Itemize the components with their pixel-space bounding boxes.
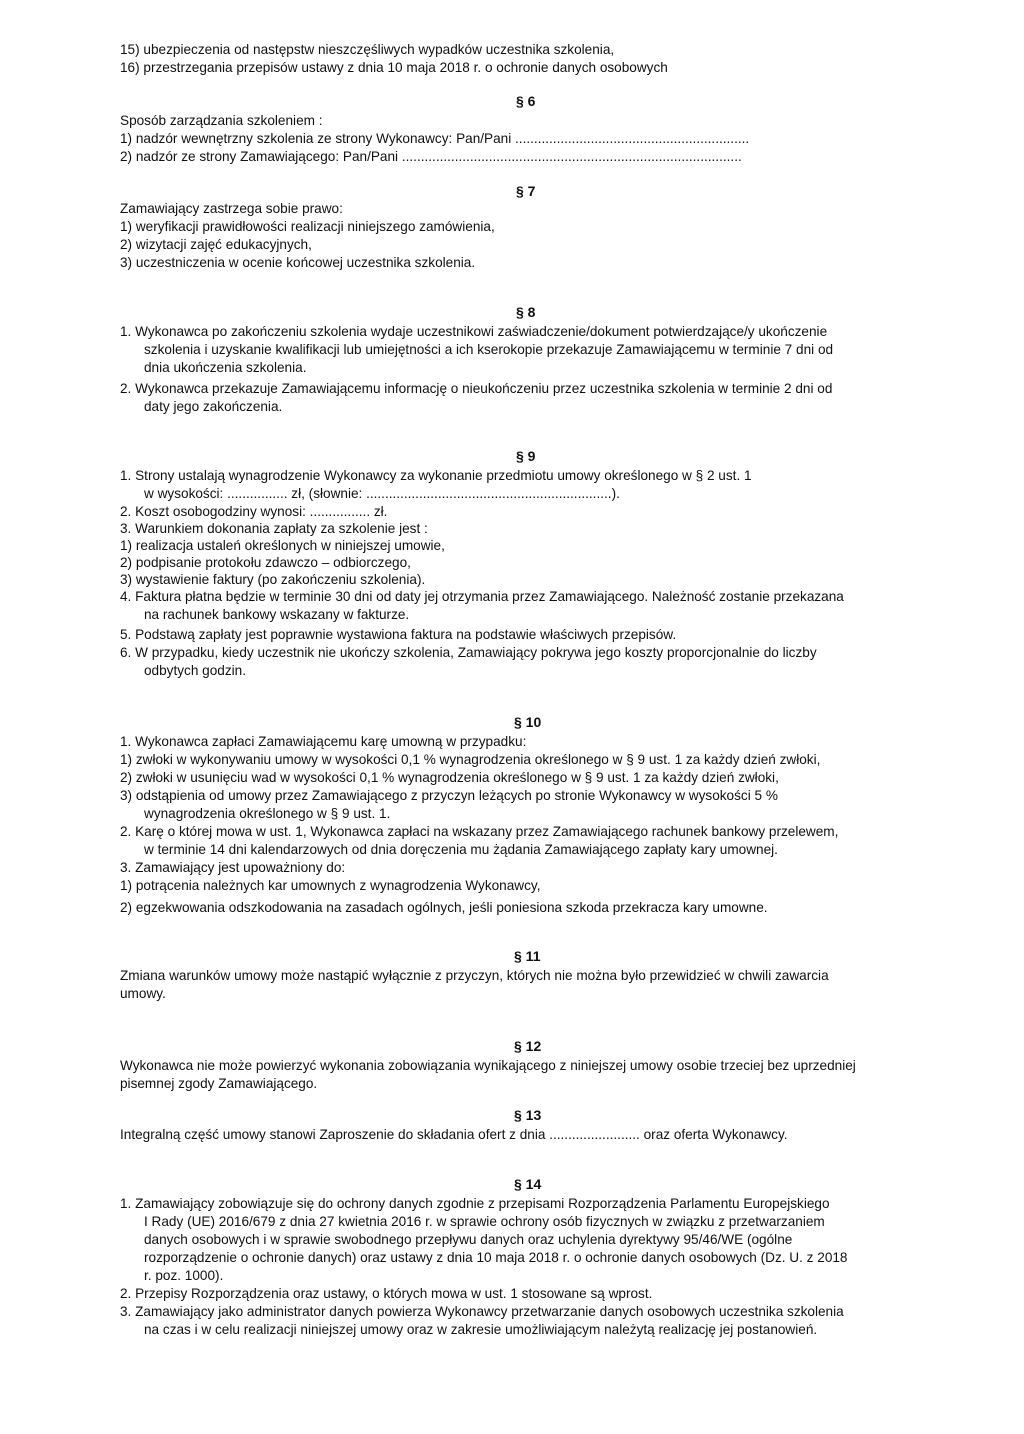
text-line: 3. Warunkiem dokonania zapłaty za szkolenie jest : [120,521,428,536]
text-line: 1) zwłoki w wykonywaniu umowy w wysokości 0,1 % wynagrodzenia określonego w § 9 ust. 1 za każdy dzień zwłoki, [120,752,821,767]
text-line: wynagrodzenia określonego w § 9 ust. 1. [144,806,391,821]
section-heading-10: § 10 [514,714,542,730]
text-line: 3) odstąpienia od umowy przez Zamawiającego z przyczyn leżących po stronie Wykonawcy w wysokości 5 % [120,788,778,803]
text-line: 2) podpisanie protokołu zdawczo – odbiorczego, [120,555,411,570]
text-line: 1. Strony ustalają wynagrodzenie Wykonawcy za wykonanie przedmiotu umowy określonego w § 2 ust. 1 [120,468,752,483]
text-line: 1) weryfikacji prawidłowości realizacji niniejszego zamówienia, [120,219,495,234]
text-line: Zamawiający zastrzega sobie prawo: [120,201,343,216]
text-line: umowy. [120,986,166,1001]
text-line: 2. Przepisy Rozporządzenia oraz ustawy, o których mowa w ust. 1 stosowane są wprost. [120,1286,653,1301]
text-line: dnia ukończenia szkolenia. [144,360,307,375]
text-line: 4. Faktura płatna będzie w terminie 30 dni od daty jej otrzymania przez Zamawiającego. Należność zostanie przekazana [120,589,844,604]
text-line: odbytych godzin. [144,663,247,678]
text-line: pisemnej zgody Zamawiającego. [120,1076,318,1091]
text-line: 1. Wykonawca po zakończeniu szkolenia wydaje uczestnikowi zaświadczenie/dokument potwierdzające/y ukończenie [120,324,828,339]
section-heading-13: § 13 [514,1107,542,1123]
text-line: 1) potrącenia należnych kar umownych z wynagrodzenia Wykonawcy, [120,878,541,893]
section-heading-7: § 7 [516,183,536,199]
text-line: Sposób zarządzania szkoleniem : [120,113,323,128]
text-line: 2) nadzór ze strony Zamawiającego: Pan/Pani .......................................................................................... [120,149,742,164]
text-line: rozporządzenie o ochronie danych) oraz ustawy z dnia 10 maja 2018 r. o ochronie danych osobowych (Dz. U. z 2018 [144,1250,848,1265]
text-line: 2) egzekwowania odszkodowania na zasadach ogólnych, jeśli poniesiona szkoda przekracza kary umowne. [120,900,768,915]
section-heading-8: § 8 [516,304,536,320]
text-line: daty jego zakończenia. [144,399,283,414]
section-heading-14: § 14 [514,1176,542,1192]
text-line: danych osobowych i w sprawie swobodnego przepływu danych oraz uchylenia dyrektywy 95/46/WE (ogólne [144,1232,793,1247]
text-line: 2) wizytacji zajęć edukacyjnych, [120,237,312,252]
text-line: Integralną część umowy stanowi Zaproszenie do składania ofert z dnia ........................ oraz oferta Wykonawcy. [120,1127,788,1142]
text-line: 6. W przypadku, kiedy uczestnik nie ukończy szkolenia, Zamawiający pokrywa jego koszty proporcjonalnie do liczby [120,645,817,660]
text-line: 3. Zamawiający jest upoważniony do: [120,860,346,875]
text-line: 3. Zamawiający jako administrator danych powierza Wykonawcy przetwarzanie danych osobowych uczestnika szkolenia [120,1304,844,1319]
text-line: 5. Podstawą zapłaty jest poprawnie wystawiona faktura na podstawie właściwych przepisów. [120,627,677,642]
text-line: 15) ubezpieczenia od następstw nieszczęśliwych wypadków uczestnika szkolenia, [120,42,615,57]
section-heading-9: § 9 [516,448,536,464]
text-line: Zmiana warunków umowy może nastąpić wyłącznie z przyczyn, których nie można było przewidzieć w chwili zawarcia [120,968,829,983]
text-line: r. poz. 1000). [144,1268,224,1283]
text-line: w wysokości: ................ zł, (słownie: .................................................................). [144,486,620,501]
text-line: Wykonawca nie może powierzyć wykonania zobowiązania wynikającego z niniejszej umowy osobie trzeciej bez uprzedniej [120,1058,856,1073]
text-line: 2. Karę o której mowa w ust. 1, Wykonawca zapłaci na wskazany przez Zamawiającego rachunek bankowy przelewem, [120,824,839,839]
text-line: 2. Wykonawca przekazuje Zamawiającemu informację o nieukończeniu przez uczestnika szkolenia w terminie 2 dni od [120,381,833,396]
text-line: na czas i w celu realizacji niniejszej umowy oraz w zakresie umożliwiającym należytą realizację jej postanowień. [144,1322,818,1337]
text-line: 16) przestrzegania przepisów ustawy z dnia 10 maja 2018 r. o ochronie danych osobowych [120,60,668,75]
text-line: 3) wystawienie faktury (po zakończeniu szkolenia). [120,572,426,587]
text-line: 3) uczestniczenia w ocenie końcowej uczestnika szkolenia. [120,255,476,270]
text-line: w terminie 14 dni kalendarzowych od dnia doręczenia mu żądania Zamawiającego zapłaty kary umownej. [144,842,778,857]
text-line: 1) realizacja ustaleń określonych w niniejszej umowie, [120,538,445,553]
text-line: 1. Zamawiający zobowiązuje się do ochrony danych zgodnie z przepisami Rozporządzenia Parlamentu Europejskiego [120,1196,830,1211]
text-line: 1) nadzór wewnętrzny szkolenia ze strony Wykonawcy: Pan/Pani .............................................................. [120,131,750,146]
section-heading-12: § 12 [514,1038,542,1054]
text-line: na rachunek bankowy wskazany w fakturze. [144,607,410,622]
section-heading-6: § 6 [516,93,536,109]
text-line: 2. Koszt osobogodziny wynosi: ................ zł. [120,504,388,519]
text-line: I Rady (UE) 2016/679 z dnia 27 kwietnia 2016 r. w sprawie ochrony osób fizycznych w związku z przetwarzaniem [144,1214,825,1229]
text-line: 2) zwłoki w usunięciu wad w wysokości 0,1 % wynagrodzenia określonego w § 9 ust. 1 za każdy dzień zwłoki, [120,770,779,785]
text-line: szkolenia i uzyskanie kwalifikacji lub umiejętności a ich kserokopie przekazuje Zamawiającemu w terminie 7 dni od [144,342,834,357]
text-line: 1. Wykonawca zapłaci Zamawiającemu karę umowną w przypadku: [120,734,527,749]
section-heading-11: § 11 [514,948,541,964]
